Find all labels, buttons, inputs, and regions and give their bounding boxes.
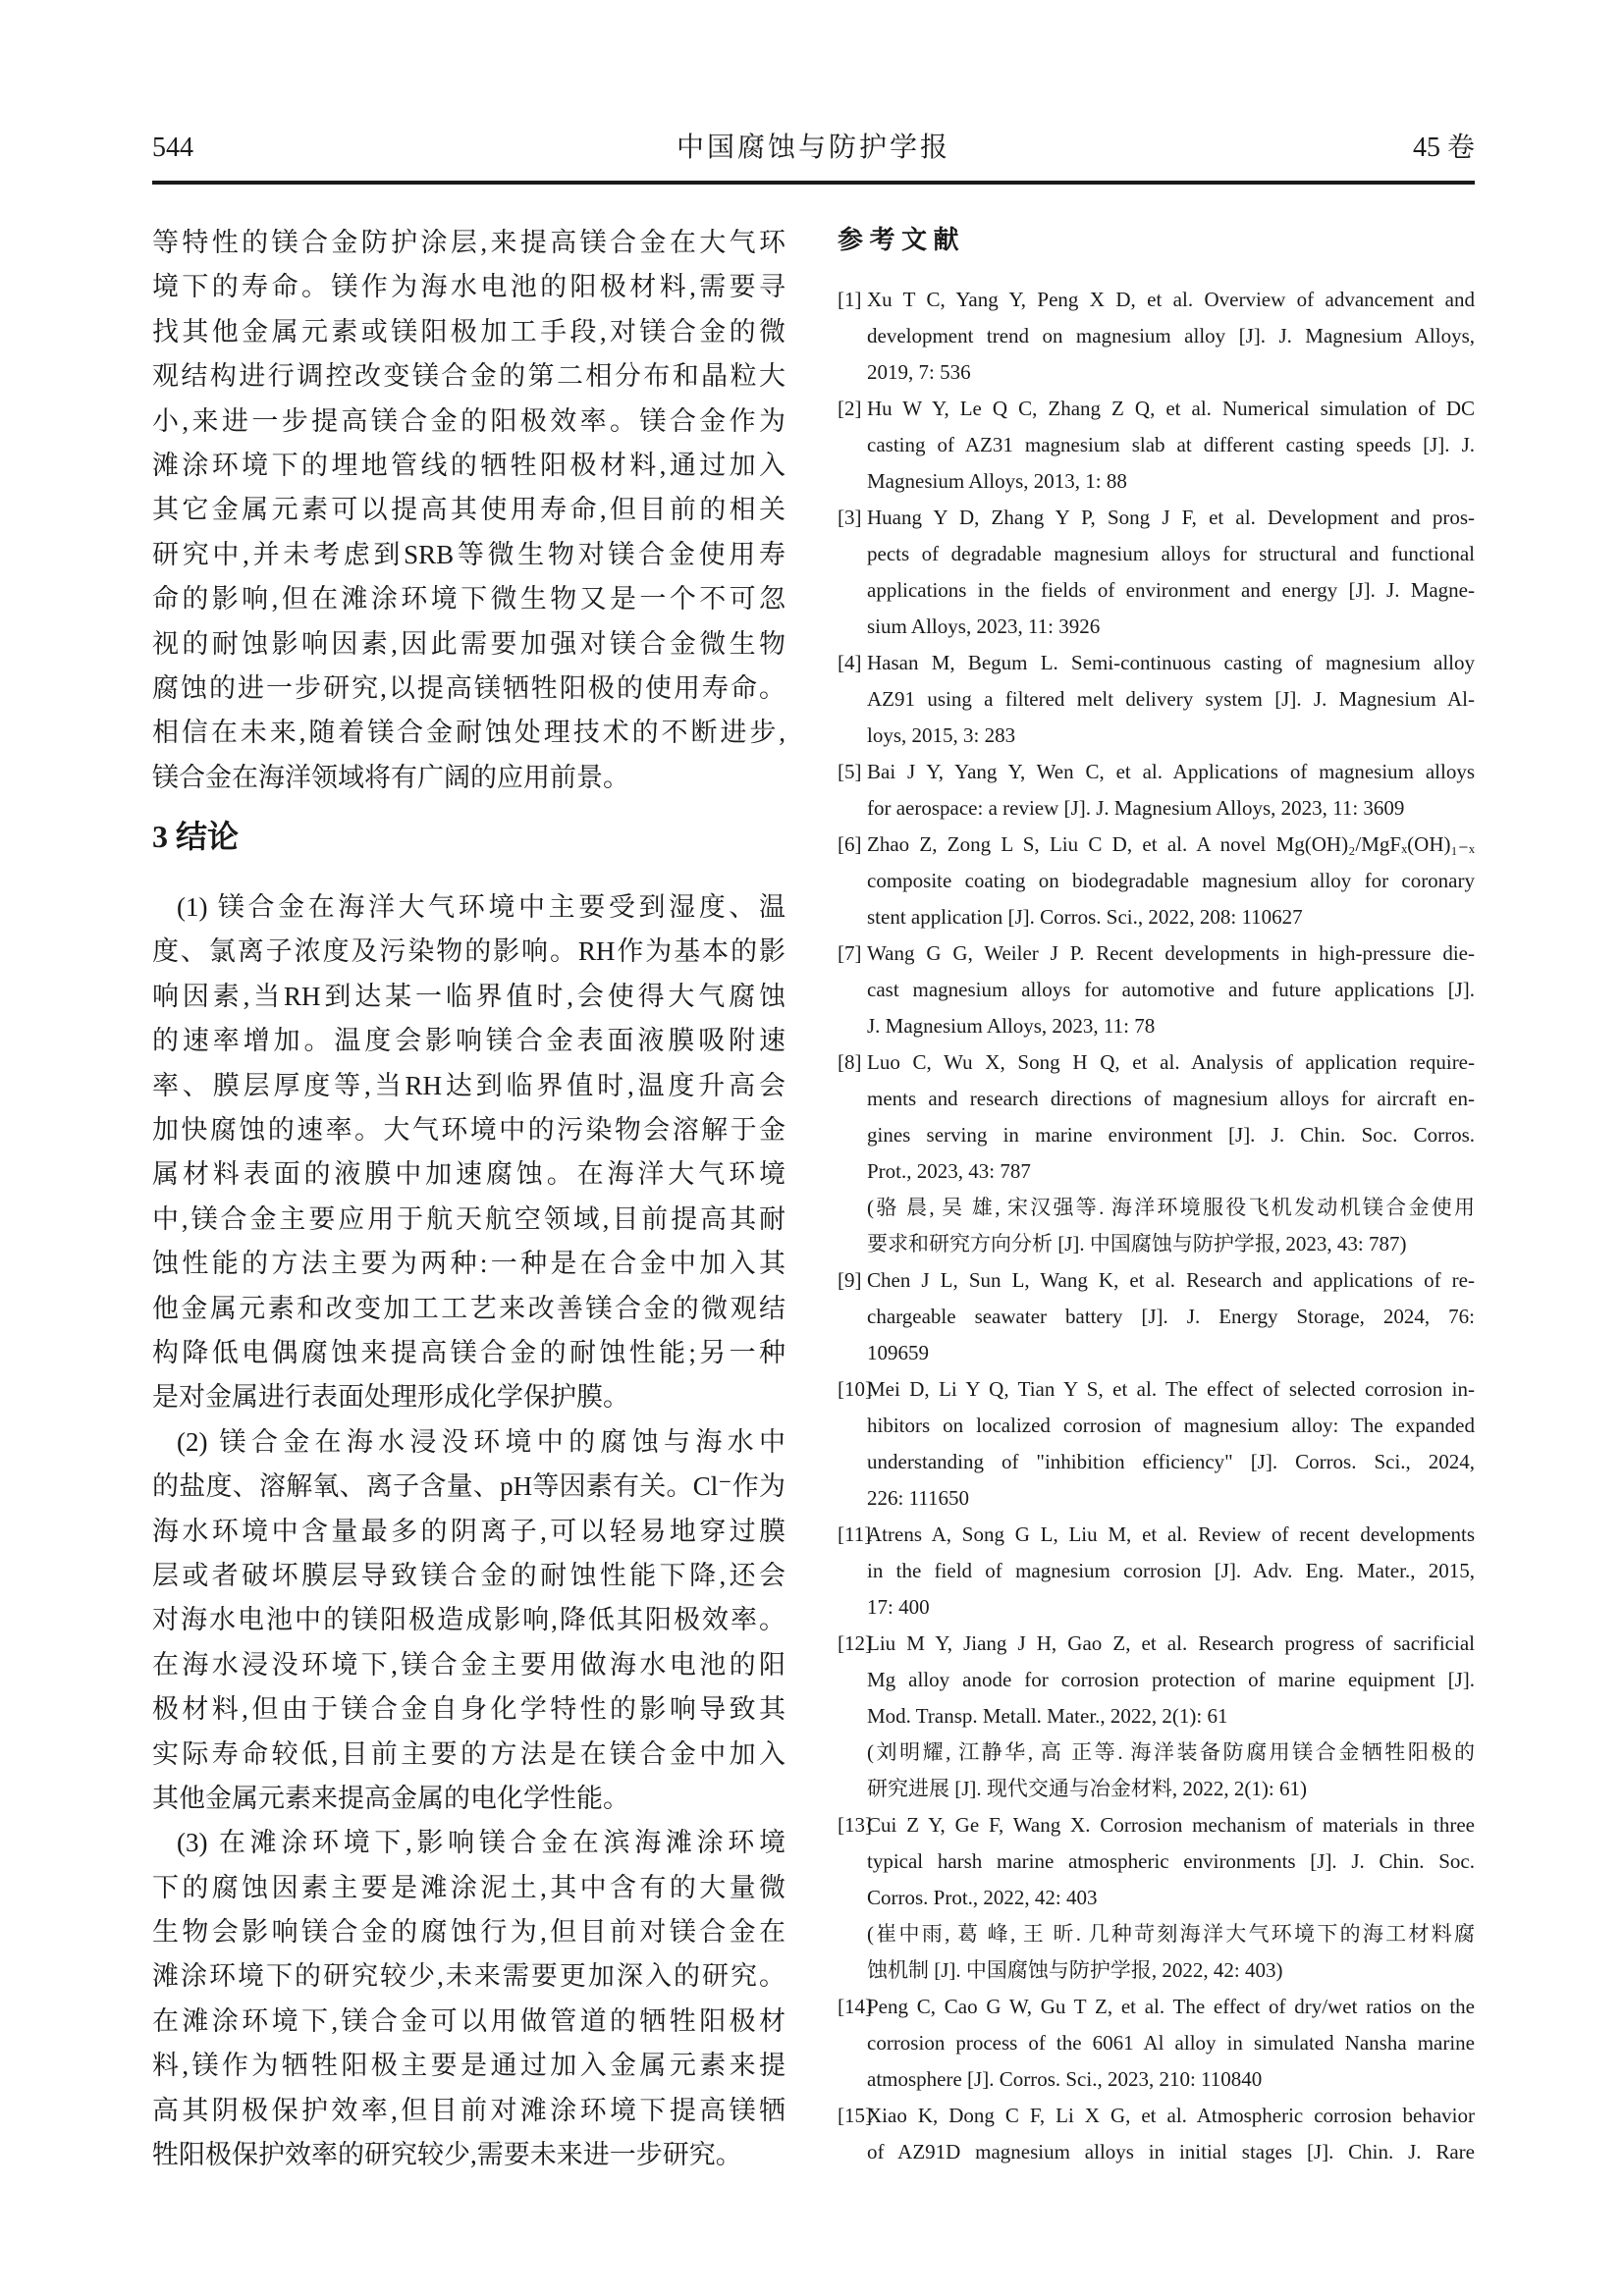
text-line: pects of degradable magnesium alloys for structural and functional	[867, 542, 1475, 565]
text-line: 属材料表面的液膜中加速腐蚀。在海洋大气环境	[152, 1159, 785, 1190]
text-line: 腐蚀的进一步研究,以提高镁牺牲阳极的使用寿命。	[152, 672, 785, 703]
text-line: 其他金属元素来提高金属的电化学性能。	[152, 1783, 629, 1813]
reference-label: [5]	[838, 760, 862, 783]
reference-item	[838, 391, 1475, 500]
text-line: 构降低电偶腐蚀来提高镁合金的耐蚀性能;另一种	[152, 1337, 785, 1367]
text-line: Chen J L, Sun L, Wang K, et al. Research and applications of re-	[867, 1268, 1475, 1292]
section-heading: 3 结论	[152, 819, 240, 855]
conclusion-paragraphs	[152, 885, 785, 2177]
text-line: 境下的寿命。镁作为海水电池的阳极材料,需要寻	[152, 272, 785, 302]
text-line: gines serving in marine environment [J]. J. Chin. Soc. Corros.	[867, 1123, 1475, 1147]
text-line: 牲阳极保护效率的研究较少,需要未来进一步研究。	[152, 2140, 742, 2170]
text-line: 响因素,当RH到达某一临界值时,会使得大气腐蚀	[152, 981, 785, 1011]
text-line: Mod. Transp. Metall. Mater., 2022, 2(1): 61	[867, 1704, 1228, 1728]
reference-label: [10]	[838, 1377, 872, 1401]
right-column	[838, 222, 1475, 2170]
text-line: J. Magnesium Alloys, 2023, 11: 78	[867, 1014, 1156, 1038]
reference-item	[838, 1989, 1475, 2098]
reference-label: [11]	[838, 1522, 872, 1546]
text-line: 率、膜层厚度等,当RH达到临界值时,温度升高会	[152, 1070, 785, 1100]
reference-label: [9]	[838, 1268, 862, 1292]
text-line: 度、氯离子浓度及污染物的影响。RH作为基本的影	[152, 936, 785, 967]
reference-item	[838, 827, 1475, 935]
text-line: 109659	[867, 1341, 929, 1364]
reference-item	[838, 935, 1475, 1044]
reference-item	[838, 500, 1475, 645]
text-line: applications in the fields of environment and energy [J]. J. Magne-	[867, 578, 1475, 602]
text-line: for aerospace: a review [J]. J. Magnesium Alloys, 2023, 11: 3609	[867, 796, 1405, 820]
text-line: 等特性的镁合金防护涂层,来提高镁合金在大气环	[152, 228, 785, 257]
text-line: 226: 111650	[867, 1486, 970, 1510]
text-line: 命的影响,但在滩涂环境下微生物又是一个不可忽	[152, 584, 785, 614]
text-line: development trend on magnesium alloy [J]. J. Magnesium Alloys,	[867, 324, 1475, 347]
text-line: sium Alloys, 2023, 11: 3926	[867, 614, 1101, 638]
text-line: 蚀性能的方法主要为两种:一种是在合金中加入其	[152, 1249, 785, 1279]
reference-item	[838, 1626, 1475, 1807]
text-line: Xiao K, Dong C F, Li X G, et al. Atmospheric corrosion behavior	[867, 2104, 1475, 2127]
reference-item	[838, 645, 1475, 754]
text-line: ments and research directions of magnesium alloys for aircraft en-	[867, 1087, 1475, 1110]
reference-label: [14]	[838, 1995, 872, 2018]
text-line: 找其他金属元素或镁阳极加工手段,对镁合金的微	[152, 316, 785, 347]
header-volume: 45 卷	[1412, 133, 1475, 163]
text-line: 在海水浸没环境下,镁合金主要用做海水电池的阳	[152, 1649, 785, 1680]
text-line: Atrens A, Song G L, Liu M, et al. Review of recent developments	[867, 1522, 1475, 1546]
paragraph	[152, 221, 785, 800]
references-heading: 参 考 文 献	[838, 226, 959, 254]
text-line: 生物会影响镁合金的腐蚀行为,但目前对镁合金在	[152, 1917, 785, 1948]
reference-item	[838, 282, 1475, 391]
text-line: casting of AZ31 magnesium slab at different casting speeds [J]. J.	[867, 433, 1475, 456]
text-line: Xu T C, Yang Y, Peng X D, et al. Overview of advancement and	[867, 288, 1475, 311]
text-line: Corros. Prot., 2022, 42: 403	[867, 1886, 1098, 1909]
text-line: 小,来进一步提高镁合金的阳极效率。镁合金作为	[152, 405, 785, 436]
text-line: 实际寿命较低,目前主要的方法是在镁合金中加入	[152, 1738, 785, 1769]
text-line: 中,镁合金主要应用于航天航空领域,目前提高其耐	[152, 1203, 785, 1234]
reference-label: [12]	[838, 1631, 872, 1655]
text-line: hibitors on localized corrosion of magnesium alloy: The expanded	[867, 1414, 1475, 1437]
reference-label: [4]	[838, 651, 862, 674]
text-line: 相信在未来,随着镁合金耐蚀处理技术的不断进步,	[152, 718, 785, 748]
text-line: 17: 400	[867, 1595, 930, 1619]
text-line: 的速率增加。温度会影响镁合金表面液膜吸附速	[152, 1026, 785, 1056]
text-line: 他金属元素和改变加工工艺来改善镁合金的微观结	[152, 1293, 785, 1323]
paragraph	[152, 1420, 785, 1822]
text-line: corrosion process of the 6061 Al alloy in simulated Nansha marine	[867, 2031, 1475, 2055]
text-line: 蚀机制 [J]. 中国腐蚀与防护学报, 2022, 42: 403)	[867, 1958, 1283, 1982]
reference-label: [7]	[838, 941, 862, 965]
text-line: 是对金属进行表面处理形成化学保护膜。	[152, 1382, 629, 1413]
text-line: Liu M Y, Jiang J H, Gao Z, et al. Research progress of sacrificial	[867, 1631, 1475, 1655]
references-list	[838, 282, 1475, 2170]
paragraph	[152, 885, 785, 1420]
text-line: (骆 晨, 吴 雄, 宋汉强等. 海洋环境服役飞机发动机镁合金使用	[867, 1196, 1475, 1219]
text-line: atmosphere [J]. Corros. Sci., 2023, 210: 110840	[867, 2067, 1263, 2091]
text-line: 要求和研究方向分析 [J]. 中国腐蚀与防护学报, 2023, 43: 787)	[867, 1232, 1407, 1255]
text-line: 观结构进行调控改变镁合金的第二相分布和晶粒大	[152, 361, 785, 392]
text-line: typical harsh marine atmospheric environments [J]. J. Chin. Soc.	[867, 1849, 1475, 1873]
text-line: Cui Z Y, Ge F, Wang X. Corrosion mechanism of materials in three	[867, 1813, 1475, 1837]
header-rule	[152, 181, 1475, 185]
text-line: stent application [J]. Corros. Sci., 2022, 208: 110627	[867, 905, 1303, 929]
header-journal-title: 中国腐蚀与防护学报	[676, 133, 950, 163]
reference-item	[838, 2098, 1475, 2170]
text-line: 加快腐蚀的速率。大气环境中的污染物会溶解于金	[152, 1115, 785, 1146]
reference-item	[838, 1517, 1475, 1626]
text-line: (崔中雨, 葛 峰, 王 昕. 几种苛刻海洋大气环境下的海工材料腐	[867, 1922, 1475, 1946]
text-line: Luo C, Wu X, Song H Q, et al. Analysis of application require-	[867, 1050, 1475, 1074]
text-line: Peng C, Cao G W, Gu T Z, et al. The effect of dry/wet ratios on the	[867, 1995, 1475, 2018]
reference-item	[838, 1262, 1475, 1371]
text-line: 视的耐蚀影响因素,因此需要加强对镁合金微生物	[152, 628, 785, 659]
reference-label: [1]	[838, 288, 862, 311]
text-line: loys, 2015, 3: 283	[867, 723, 1016, 747]
text-line: 海水环境中含量最多的阴离子,可以轻易地穿过膜	[152, 1516, 785, 1546]
text-line: Huang Y D, Zhang Y P, Song J F, et al. Development and pros-	[867, 506, 1475, 529]
text-line: (刘明耀, 江静华, 高 正等. 海洋装备防腐用镁合金牺牲阳极的	[867, 1740, 1475, 1764]
text-line: cast magnesium alloys for automotive and future applications [J].	[867, 978, 1475, 1001]
text-line: 的盐度、溶解氧、离子含量、pH等因素有关。Cl⁻作为	[152, 1471, 785, 1502]
text-line: (2) 镁合金在海水浸没环境中的腐蚀与海水中	[177, 1426, 785, 1457]
text-line: Magnesium Alloys, 2013, 1: 88	[867, 469, 1127, 493]
text-line: 研究进展 [J]. 现代交通与冶金材料, 2022, 2(1): 61)	[867, 1777, 1307, 1800]
text-line: 镁合金在海洋领域将有广阔的应用前景。	[152, 762, 629, 792]
text-line: 在滩涂环境下,镁合金可以用做管道的牺牲阳极材	[152, 2005, 785, 2036]
text-line: 其它金属元素可以提高其使用寿命,但目前的相关	[152, 495, 785, 525]
text-line: Bai J Y, Yang Y, Wen C, et al. Applications of magnesium alloys	[867, 760, 1475, 783]
text-line: 料,镁作为牺牲阳极主要是通过加入金属元素来提	[152, 2051, 785, 2081]
text-line: 滩涂环境下的研究较少,未来需要更加深入的研究。	[152, 1961, 785, 1992]
text-line: chargeable seawater battery [J]. J. Energy Storage, 2024, 76:	[867, 1305, 1475, 1328]
text-line: Mei D, Li Y Q, Tian Y S, et al. The effect of selected corrosion in-	[867, 1377, 1475, 1401]
text-line: 对海水电池中的镁阳极造成影响,降低其阳极效率。	[152, 1605, 785, 1635]
text-line: 层或者破坏膜层导致镁合金的耐蚀性能下降,还会	[152, 1560, 785, 1590]
reference-label: [13]	[838, 1813, 872, 1837]
reference-label: [6]	[838, 832, 862, 856]
reference-item	[838, 1807, 1475, 1989]
body-paragraphs	[152, 221, 785, 800]
reference-item	[838, 1044, 1475, 1262]
text-line: 极材料,但由于镁合金自身化学特性的影响导致其	[152, 1694, 785, 1725]
text-line: (3) 在滩涂环境下,影响镁合金在滨海滩涂环境	[177, 1828, 785, 1858]
text-line: of AZ91D magnesium alloys in initial stages [J]. Chin. J. Rare	[867, 2140, 1475, 2163]
text-line: composite coating on biodegradable magnesium alloy for coronary	[867, 869, 1475, 892]
text-line: Hu W Y, Le Q C, Zhang Z Q, et al. Numerical simulation of DC	[867, 397, 1475, 420]
text-line: 研究中,并未考虑到SRB等微生物对镁合金使用寿	[152, 539, 785, 569]
header-page-number: 544	[152, 133, 193, 163]
text-line: understanding of "inhibition efficiency" [J]. Corros. Sci., 2024,	[867, 1450, 1475, 1473]
text-line: in the field of magnesium corrosion [J]. Adv. Eng. Mater., 2015,	[867, 1559, 1475, 1582]
text-line: Hasan M, Begum L. Semi-continuous casting of magnesium alloy	[867, 651, 1475, 674]
reference-label: [15]	[838, 2104, 872, 2127]
text-line: Mg alloy anode for corrosion protection of marine equipment [J].	[867, 1668, 1475, 1691]
reference-item	[838, 1371, 1475, 1517]
text-line: 下的腐蚀因素主要是滩涂泥土,其中含有的大量微	[152, 1872, 785, 1902]
text-line: Zhao Z, Zong L S, Liu C D, et al. A novel Mg(OH)₂/MgFₓ(OH)₁₋ₓ	[867, 832, 1475, 856]
text-line: 高其阴极保护效率,但目前对滩涂环境下提高镁牺	[152, 2095, 785, 2125]
left-column	[152, 221, 785, 2177]
reference-item	[838, 754, 1475, 827]
paragraph	[152, 1821, 785, 2177]
text-line: Wang G G, Weiler J P. Recent developments in high-pressure die-	[867, 941, 1475, 965]
text-line: (1) 镁合金在海洋大气环境中主要受到湿度、温	[177, 892, 785, 923]
reference-label: [3]	[838, 506, 862, 529]
text-line: Prot., 2023, 43: 787	[867, 1159, 1031, 1183]
reference-label: [8]	[838, 1050, 862, 1074]
text-line: 2019, 7: 536	[867, 360, 971, 384]
text-line: 滩涂环境下的埋地管线的牺牲阳极材料,通过加入	[152, 450, 785, 480]
reference-label: [2]	[838, 397, 862, 420]
text-line: AZ91 using a filtered melt delivery system [J]. J. Magnesium Al-	[867, 687, 1475, 711]
